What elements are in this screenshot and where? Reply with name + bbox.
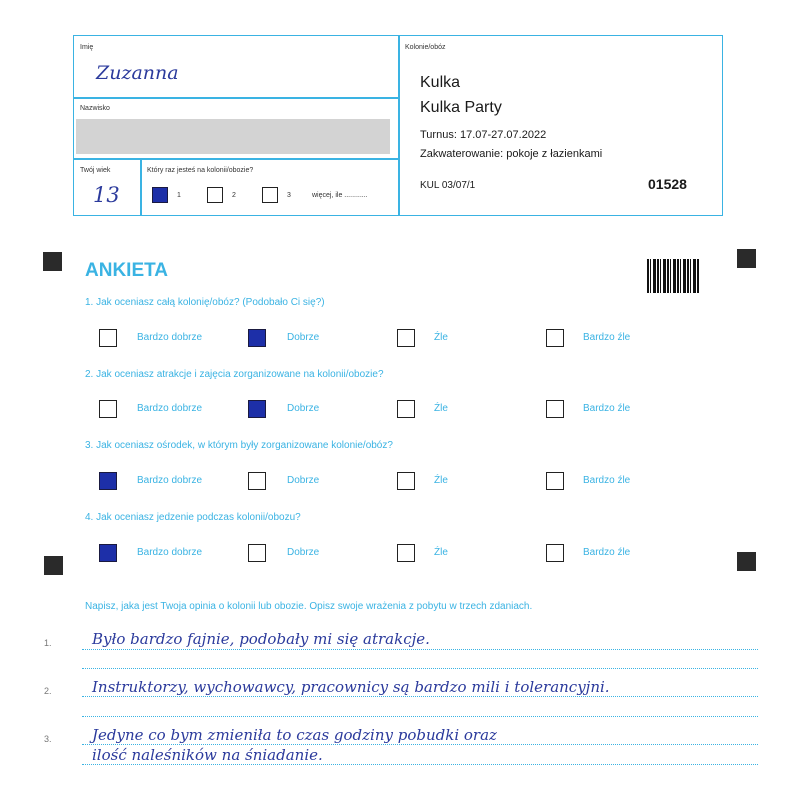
q3-option-1-checkbox[interactable] (99, 472, 117, 490)
answer-line (82, 668, 758, 669)
times-checkbox-3[interactable] (262, 187, 278, 203)
q3-option-4-checkbox[interactable] (546, 472, 564, 490)
q3-option-3-label: Źle (434, 475, 448, 486)
age-value: 13 (93, 183, 120, 207)
answer-line (82, 649, 758, 650)
q2-option-4-label: Bardzo źle (583, 403, 631, 414)
answer-1-text: Było bardzo fajnie, podobały mi się atrakcje. (92, 630, 430, 648)
q3-option-4-label: Bardzo źle (583, 475, 631, 486)
turn-row (420, 129, 546, 141)
q3-option-2-label: Dobrze (287, 475, 320, 486)
accommodation-label: Zakwaterowanie: (420, 148, 504, 160)
turn-label: Turnus: (420, 129, 457, 141)
question-text: 1. Jak oceniasz całą kolonię/obóz? (Podobało Ci się?) (85, 297, 325, 308)
accommodation-value: pokoje z łazienkami (506, 148, 603, 160)
q4-option-1-checkbox[interactable] (99, 544, 117, 562)
answer-line (82, 764, 758, 765)
camp-program: Kulka Party (420, 99, 502, 116)
times-label: Który raz jesteś na kolonii/obozie? (147, 167, 254, 174)
age-label: Twój wiek (80, 167, 111, 174)
opinion-prompt: Napisz, jaka jest Twoja opinia o kolonii lub obozie. Opisz swoje wrażenia z pobytu w trzech zdaniach. (85, 601, 533, 612)
surname-redacted (76, 119, 390, 154)
answer-1-number: 1. (44, 638, 52, 648)
answer-2-text: Instruktorzy, wychowawcy, pracownicy są bardzo mili i tolerancyjni. (92, 678, 610, 696)
turn-value: 17.07-27.07.2022 (459, 129, 547, 141)
q4-option-3-checkbox[interactable] (397, 544, 415, 562)
q1-option-1-label: Bardzo dobrze (137, 332, 203, 343)
camp-name: Kulka (420, 74, 461, 91)
times-option-1: 1 (177, 192, 181, 199)
q1-option-3-label: Źle (434, 332, 448, 343)
accommodation-row (420, 148, 602, 160)
answer-2-number: 2. (44, 686, 52, 696)
header-divider (398, 35, 400, 216)
q3-option-2-checkbox[interactable] (248, 472, 266, 490)
q4-option-2-checkbox[interactable] (248, 544, 266, 562)
q1-option-3-checkbox[interactable] (397, 329, 415, 347)
question-2-text: 2. Jak oceniasz atrakcje i zajęcia zorganizowane na kolonii/obozie? (85, 369, 384, 380)
registration-marker (43, 252, 62, 271)
name-value: Zuzanna (96, 62, 179, 84)
q4-option-3-label: Źle (434, 547, 448, 558)
times-more-label: więcej, ile ............ (312, 192, 368, 199)
answer-line (82, 744, 758, 745)
q1-option-2-checkbox[interactable] (248, 329, 266, 347)
question-4-text: 4. Jak oceniasz jedzenie podczas kolonii/obozu? (85, 512, 301, 523)
q4-option-4-checkbox[interactable] (546, 544, 564, 562)
times-checkbox-2[interactable] (207, 187, 223, 203)
question-3-text: 3. Jak oceniasz ośrodek, w którym były zorganizowane kolonie/obóz? (85, 440, 393, 451)
name-label: Imię (80, 44, 94, 51)
answer-3-number: 3. (44, 734, 52, 744)
answer-line (82, 716, 758, 717)
q1-option-1-checkbox[interactable] (99, 329, 117, 347)
q1-option-4-checkbox[interactable] (546, 329, 564, 347)
q4-option-1-label: Bardzo dobrze (137, 547, 203, 558)
q2-option-3-label: Źle (434, 403, 448, 414)
q2-option-2-checkbox[interactable] (248, 400, 266, 418)
form-number: 01528 (648, 176, 687, 192)
registration-marker (737, 249, 756, 268)
answer-3-text-cont: ilość naleśników na śniadanie. (92, 746, 323, 764)
times-option-2: 2 (232, 192, 236, 199)
q3-option-3-checkbox[interactable] (397, 472, 415, 490)
registration-marker (44, 556, 63, 575)
q2-option-3-checkbox[interactable] (397, 400, 415, 418)
barcode-icon (647, 259, 700, 293)
q2-option-4-checkbox[interactable] (546, 400, 564, 418)
q1-option-4-label: Bardzo źle (583, 332, 631, 343)
q2-option-2-label: Dobrze (287, 403, 320, 414)
registration-marker (737, 552, 756, 571)
times-checkbox-1[interactable] (152, 187, 168, 203)
q1-option-2-label: Dobrze (287, 332, 320, 343)
q2-option-1-checkbox[interactable] (99, 400, 117, 418)
camp-code: KUL 03/07/1 (420, 180, 476, 191)
answer-line (82, 696, 758, 697)
answer-3-text: Jedyne co bym zmieniła to czas godziny pobudki oraz (92, 726, 497, 744)
survey-title: ANKIETA (85, 260, 169, 281)
times-option-3: 3 (287, 192, 291, 199)
camp-label: Kolonie/obóz (405, 44, 446, 51)
surname-label: Nazwisko (80, 105, 110, 112)
q2-option-1-label: Bardzo dobrze (137, 403, 203, 414)
q3-option-1-label: Bardzo dobrze (137, 475, 203, 486)
q4-option-4-label: Bardzo źle (583, 547, 631, 558)
q4-option-2-label: Dobrze (287, 547, 320, 558)
